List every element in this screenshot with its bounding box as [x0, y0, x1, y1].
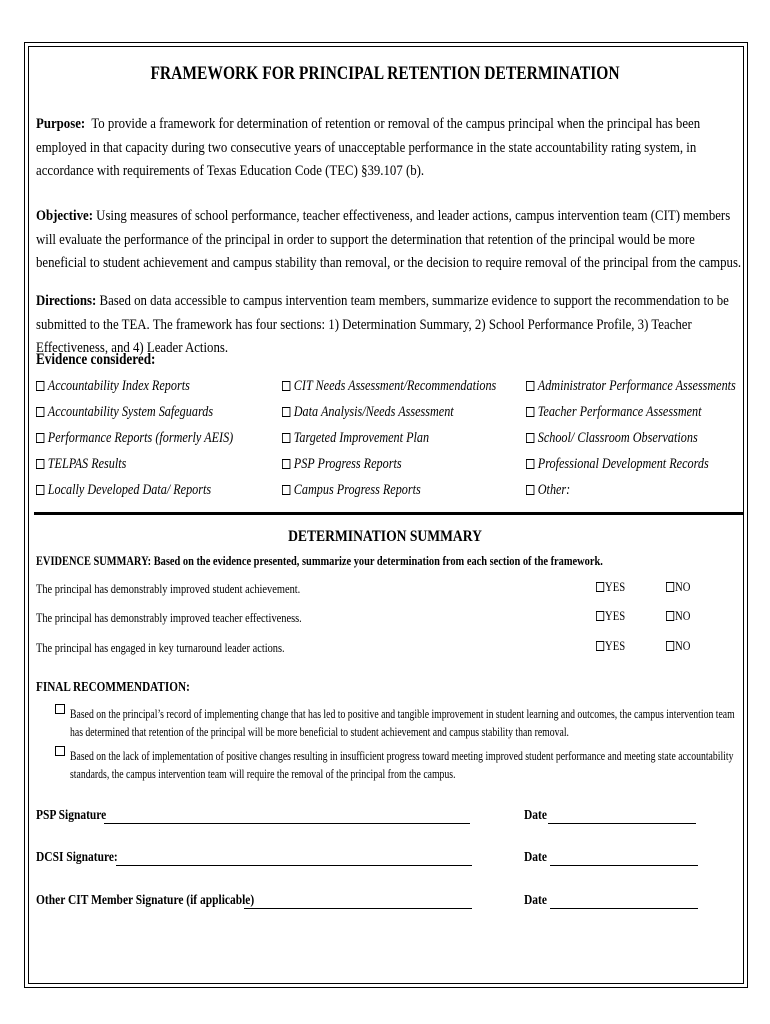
- yes-checkbox[interactable]: YES: [596, 638, 625, 654]
- evidence-heading: Evidence considered:: [36, 351, 156, 368]
- evidence-checkbox-item[interactable]: CIT Needs Assessment/Recommendations: [282, 378, 496, 395]
- evidence-checkbox-item[interactable]: Targeted Improvement Plan: [282, 430, 429, 447]
- evidence-checkbox-item[interactable]: Professional Development Records: [526, 456, 709, 473]
- dcsi-signature-label: DCSI Signature:: [36, 850, 118, 865]
- checkbox-icon[interactable]: [282, 459, 290, 469]
- yes-checkbox[interactable]: YES: [596, 608, 625, 624]
- checkbox-icon[interactable]: [666, 582, 674, 592]
- remove-checkbox-icon[interactable]: [55, 746, 65, 756]
- checkbox-icon[interactable]: [36, 485, 44, 495]
- psp-signature-line[interactable]: [104, 823, 470, 824]
- checkbox-icon[interactable]: [36, 381, 44, 391]
- checkbox-icon[interactable]: [36, 433, 44, 443]
- evidence-checkbox-item[interactable]: PSP Progress Reports: [282, 456, 402, 473]
- checkbox-icon[interactable]: [596, 641, 604, 651]
- checkbox-icon[interactable]: [36, 459, 44, 469]
- evidence-checkbox-item[interactable]: Teacher Performance Assessment: [526, 404, 701, 421]
- dcsi-signature-line[interactable]: [116, 865, 472, 866]
- checkbox-icon[interactable]: [526, 485, 534, 495]
- checkbox-icon[interactable]: [526, 381, 534, 391]
- checkbox-icon[interactable]: [666, 611, 674, 621]
- checkbox-icon[interactable]: [282, 381, 290, 391]
- inner-border: [28, 46, 744, 984]
- no-checkbox[interactable]: NO: [666, 638, 690, 654]
- directions-label: Directions:: [36, 293, 97, 309]
- purpose-text: To provide a framework for determination of retention or removal of the campus principal when the principal has been employed in that capacity during two consecutive years of unacceptable performance in the state accountability rating system, in accordance with requirements of Texas Education Code (TEC) §39.107 (b).: [36, 116, 701, 179]
- dcsi-date-line[interactable]: [550, 865, 698, 866]
- evidence-checkbox-item[interactable]: Other:: [526, 482, 570, 499]
- evidence-checkbox-item[interactable]: Accountability System Safeguards: [36, 404, 213, 421]
- final-option-retain: Based on the principal’s record of implementing change that has led to positive and tangible improvement in student learning and outcomes, the campus intervention team has determined that retention of the principal will be more beneficial to student achievement and campus stability than removal.: [70, 707, 735, 739]
- checkbox-icon[interactable]: [282, 485, 290, 495]
- checkbox-icon[interactable]: [596, 582, 604, 592]
- psp-signature-label: PSP Signature: [36, 808, 107, 823]
- evidence-checkbox-item[interactable]: Accountability Index Reports: [36, 378, 190, 395]
- section-divider: [34, 512, 744, 515]
- determination-summary-heading: DETERMINATION SUMMARY: [288, 528, 482, 545]
- other-signature-label: Other CIT Member Signature (if applicable): [36, 893, 255, 908]
- statement-leader-actions: The principal has engaged in key turnaround leader actions.: [36, 640, 285, 655]
- evidence-checkbox-item[interactable]: Data Analysis/Needs Assessment: [282, 404, 454, 421]
- evidence-checkbox-item[interactable]: Administrator Performance Assessments: [526, 378, 736, 395]
- directions-paragraph: [36, 290, 742, 361]
- directions-text: Based on data accessible to campus intervention team members, summarize evidence to support the recommendation to be submitted to the TEA. The framework has four sections: 1) Determination Summary, 2) School Performance Profile, 3) Teacher Effectiveness, and 4) Leader Actions.: [36, 293, 729, 356]
- statement-teacher-effectiveness: The principal has demonstrably improved teacher effectiveness.: [36, 610, 302, 625]
- checkbox-icon[interactable]: [526, 433, 534, 443]
- objective-paragraph: [36, 205, 742, 276]
- evidence-checkbox-item[interactable]: Performance Reports (formerly AEIS): [36, 430, 233, 447]
- checkbox-icon[interactable]: [526, 407, 534, 417]
- evidence-checkbox-item[interactable]: School/ Classroom Observations: [526, 430, 698, 447]
- retain-checkbox-icon[interactable]: [55, 704, 65, 714]
- evidence-checkbox-item[interactable]: TELPAS Results: [36, 456, 126, 473]
- page-title: FRAMEWORK FOR PRINCIPAL RETENTION DETERMINATION: [150, 64, 620, 84]
- other-date-label: Date: [524, 893, 547, 908]
- checkbox-icon[interactable]: [282, 407, 290, 417]
- objective-label: Objective:: [36, 208, 93, 224]
- purpose-label: Purpose:: [36, 116, 86, 132]
- no-checkbox[interactable]: NO: [666, 608, 690, 624]
- other-signature-line[interactable]: [244, 908, 472, 909]
- final-recommendation-heading: FINAL RECOMMENDATION:: [36, 680, 190, 695]
- yes-checkbox[interactable]: YES: [596, 579, 625, 595]
- purpose-paragraph: [36, 113, 742, 184]
- evidence-checkbox-item[interactable]: Locally Developed Data/ Reports: [36, 482, 211, 499]
- evidence-checkbox-item[interactable]: Campus Progress Reports: [282, 482, 421, 499]
- statement-student-achievement: The principal has demonstrably improved student achievement.: [36, 581, 301, 596]
- final-option-remove: Based on the lack of implementation of positive changes resulting in insufficient progress toward meeting improved student performance and meeting state accountability standards, the campus intervention team will require the removal of the principal from the campus.: [70, 749, 734, 781]
- checkbox-icon[interactable]: [36, 407, 44, 417]
- checkbox-icon[interactable]: [282, 433, 290, 443]
- no-checkbox[interactable]: NO: [666, 579, 690, 595]
- psp-date-label: Date: [524, 808, 547, 823]
- evidence-summary-instruction: EVIDENCE SUMMARY: Based on the evidence presented, summarize your determination from each section of the framework.: [36, 553, 603, 568]
- objective-text: Using measures of school performance, teacher effectiveness, and leader actions, campus intervention team (CIT) members will evaluate the performance of the principal in order to support the determination that retention of the principal would be more beneficial to student achievement and campus stability than removal, or the decision to require removal of the principal from the campus.: [36, 208, 742, 271]
- other-date-line[interactable]: [550, 908, 698, 909]
- checkbox-icon[interactable]: [596, 611, 604, 621]
- checkbox-icon[interactable]: [526, 459, 534, 469]
- checkbox-icon[interactable]: [666, 641, 674, 651]
- psp-date-line[interactable]: [548, 823, 696, 824]
- dcsi-date-label: Date: [524, 850, 547, 865]
